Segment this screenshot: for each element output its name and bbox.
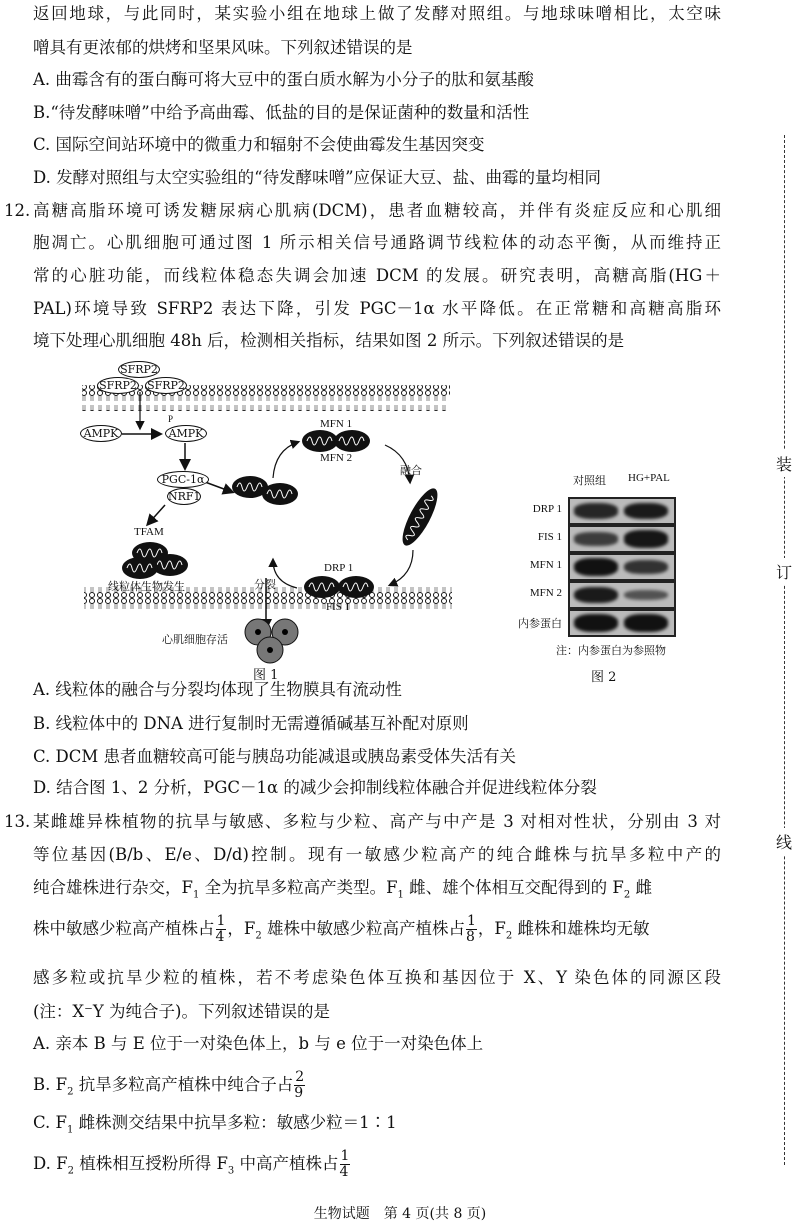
blot-row: [568, 497, 676, 525]
column-control: 对照组: [573, 474, 606, 487]
fraction-1-4: $\frac{1}{4}$: [215, 913, 226, 945]
binding-line: [784, 135, 785, 1165]
blot-band-hgpal: [624, 614, 668, 632]
drp1-label: DRP 1: [324, 562, 354, 574]
q13-option-b: B. $F_2$ 抗旱多粒高产植株中纯合子占 $\frac{2}{9}$: [33, 1069, 305, 1101]
mfn1-label: MFN 1: [320, 418, 353, 430]
q11-stem-line: 返回地球，与此同时，某实验小组在地球上做了发酵对照组。与地球味噌相比，太空味: [33, 4, 721, 23]
binding-mark-xian: 线: [776, 828, 792, 855]
fission-label: 分裂: [254, 578, 276, 591]
pgc-1a-protein: PGC-1α: [157, 471, 209, 488]
survival-label: 心肌细胞存活: [162, 633, 228, 646]
phosphate-label: P: [168, 414, 174, 424]
sfrp2-protein: SFRP2: [145, 377, 187, 394]
fraction-2-9: $\frac{2}{9}$: [294, 1069, 305, 1101]
blot-band-control: [574, 614, 618, 632]
blot-row: [568, 525, 676, 553]
q12-stem-line: 胞凋亡。心肌细胞可通过图 1 所示相关信号通路调节线粒体的动态平衡，从而维持正: [33, 233, 721, 252]
blot-row: [568, 581, 676, 609]
q12-option-a: A. 线粒体的融合与分裂均体现了生物膜具有流动性: [33, 680, 402, 699]
q13-option-c: C. $F_1$ 雌株测交结果中抗旱多粒：敏感少粒＝1∶1: [33, 1113, 397, 1136]
q13-stem-line: (注：X⁻Y 为纯合子)。下列叙述错误的是: [33, 1002, 330, 1021]
q13-option-d: D. $F_2$ 植株相互授粉所得 $F_3$ 中高产植株占 $\frac{1}{4}$: [33, 1148, 350, 1180]
phospho-ampk-protein: AMPK: [165, 425, 207, 442]
q13-option-a: A. 亲本 B 与 E 位于一对染色体上，b 与 e 位于一对染色体上: [33, 1034, 484, 1053]
q11-option-a: A. 曲霉含有的蛋白酶可将大豆中的蛋白质水解为小分子的肽和氨基酸: [33, 70, 534, 89]
q13-stem-line: 等位基因(B/b、E/e、D/d)控制。现有一敏感少粒高产的纯合雌株与抗旱多粒中产的: [33, 845, 721, 864]
q11-option-c: C. 国际空间站环境中的微重力和辐射不会使曲霉发生基因突变: [33, 135, 485, 154]
q12-option-b: B. 线粒体中的 DNA 进行复制时无需遵循碱基互补配对原则: [33, 714, 469, 733]
q12-stem-line: 常的心脏功能，而线粒体稳态失调会加速 DCM 的发展。研究表明，高糖高脂(HG＋: [33, 266, 721, 285]
blot-band-control: [574, 532, 618, 545]
q13-number: 13.: [4, 812, 31, 831]
blot-band-hgpal: [624, 530, 668, 547]
biogenesis-label: 线粒体生物发生: [108, 580, 185, 593]
figure-2-note: 注：内参蛋白为参照物: [556, 644, 666, 657]
q12-number: 12.: [4, 201, 31, 220]
fraction-1-4: $\frac{1}{4}$: [339, 1148, 350, 1180]
sfrp2-protein: SFRP2: [118, 361, 160, 378]
q12-stem-line: 高糖高脂环境可诱发糖尿病心肌病(DCM)，患者血糖较高，并伴有炎症反应和心肌细: [33, 201, 721, 220]
q11-option-d: D. 发酵对照组与太空实验组的“待发酵味噌”应保证大豆、盐、曲霉的量均相同: [33, 168, 602, 187]
blot-row-label: 内参蛋白: [518, 618, 562, 630]
blot-band-control: [574, 558, 618, 576]
blot-band-control: [574, 587, 618, 604]
q13-stem-line: 株中敏感少粒高产植株占 $\frac{1}{4}$ ，$F_2$ 雄株中敏感少粒高产植株占 $\frac{1}{8}$ ，$F_2$ 雌株和雄株均无敏: [33, 913, 650, 945]
blot-band-hgpal: [624, 590, 668, 601]
blot-row-label: MFN 1: [529, 559, 562, 571]
ampk-protein: AMPK: [80, 425, 122, 442]
q12-option-c: C. DCM 患者血糖较高可能与胰岛功能减退或胰岛素受体失活有关: [33, 747, 517, 766]
figure-2-caption: 图 2: [591, 670, 617, 685]
nrf1-protein: NRF1: [168, 490, 201, 503]
fusion-label: 融合: [400, 464, 422, 477]
binding-mark-zhuang: 装: [776, 450, 792, 477]
figure-1-caption: 图 1: [253, 668, 279, 683]
blot-band-hgpal: [624, 503, 668, 520]
mfn2-label: MFN 2: [320, 452, 353, 464]
sfrp2-protein: SFRP2: [97, 377, 139, 394]
text: 纯合雄株进行杂交，$F_1$ 全为抗旱多粒高产类型。$F_1$ 雌、雄个体相互交配得到的 $F_2$ 雌: [33, 878, 652, 901]
binding-mark-ding: 订: [776, 558, 792, 585]
blot-row-label: DRP 1: [532, 503, 562, 515]
blot-band-control: [574, 503, 618, 519]
blot-row-label: FIS 1: [537, 531, 562, 543]
page-footer: 生物试题 第 4 页(共 8 页): [313, 1206, 487, 1222]
q11-option-b: B.“待发酵味噌”中给予高曲霉、低盐的目的是保证菌种的数量和活性: [33, 103, 530, 122]
q12-option-d: D. 结合图 1、2 分析，PGC－1α 的减少会抑制线粒体融合并促进线粒体分裂: [33, 778, 597, 797]
q13-stem-line: 某雌雄异株植物的抗旱与敏感、多粒与少粒、高产与中产是 3 对相对性状，分别由 3 对: [33, 812, 721, 831]
q13-stem-line: [33, 877, 721, 906]
q13-stem-line: 感多粒或抗旱少粒的植株，若不考虑染色体互换和基因位于 X、Y 染色体的同源区段: [33, 968, 721, 987]
q12-stem-line: 境下处理心肌细胞 48h 后，检测相关指标，结果如图 2 所示。下列叙述错误的是: [33, 331, 625, 350]
blot-row: [568, 553, 676, 581]
q11-stem-line: 噌具有更浓郁的烘烤和坚果风味。下列叙述错误的是: [33, 38, 413, 57]
column-hg-pal: HG+PAL: [628, 472, 670, 484]
fis1-label: FIS 1: [326, 601, 351, 613]
tfam-label: TFAM: [134, 526, 164, 538]
blot-row-label: MFN 2: [529, 587, 562, 599]
blot-row: [568, 609, 676, 637]
fraction-1-8: $\frac{1}{8}$: [466, 913, 476, 945]
blot-band-hgpal: [624, 560, 668, 574]
q12-stem-line: PAL)环境导致 SFRP2 表达下降，引发 PGC－1α 水平降低。在正常糖和高糖高脂环: [33, 299, 721, 318]
